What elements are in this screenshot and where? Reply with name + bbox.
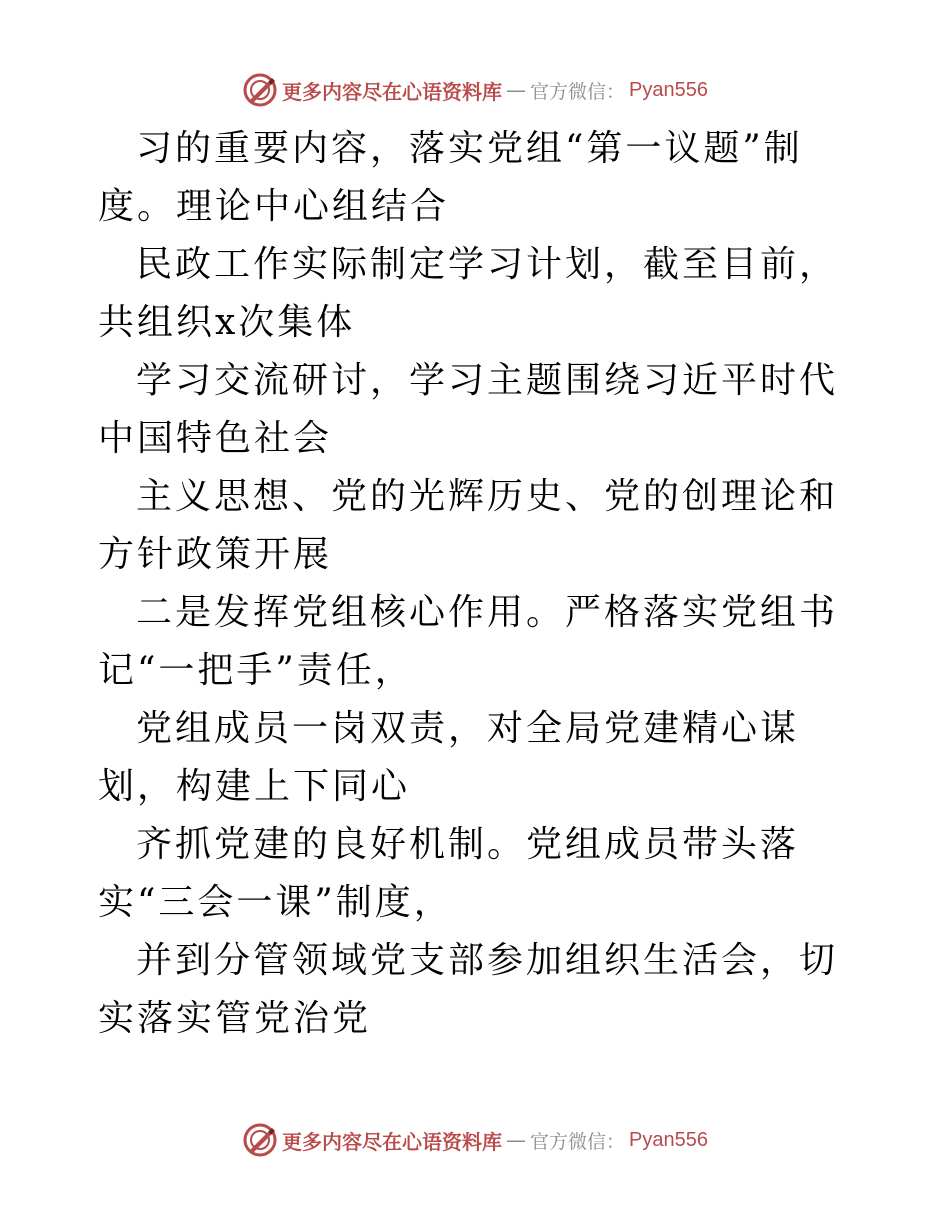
document-body — [98, 120, 852, 1048]
watermark-wechat-id: Pyan556 — [629, 1128, 708, 1151]
paragraph: 民政工作实际制定学习计划，截至目前，共组织x次集体 — [98, 244, 839, 343]
watermark-wechat-label: 官方微信： — [530, 1130, 626, 1153]
pen-logo-icon — [242, 1122, 278, 1158]
header-watermark — [0, 70, 950, 110]
watermark-wechat-id: Pyan556 — [629, 78, 708, 101]
paragraph: 习的重要内容，落实党组“第一议题”制度。理论中心组结合 — [98, 128, 803, 227]
pen-logo-icon — [242, 72, 278, 108]
paragraph: 并到分管领域党支部参加组织生活会，切实落实管党治党 — [98, 940, 839, 1039]
watermark-dash: — — [506, 78, 526, 102]
paragraph: 学习交流研讨，学习主题围绕习近平时代中国特色社会 — [98, 360, 839, 459]
paragraph: 齐抓党建的良好机制。党组成员带头落实“三会一课”制度， — [98, 824, 800, 923]
watermark-dash: — — [506, 1128, 526, 1152]
paragraph: 主义思想、党的光辉历史、党的创理论和方针政策开展 — [98, 476, 839, 575]
paragraph: 二是发挥党组核心作用。严格落实党组书记“一把手”责任， — [98, 592, 839, 691]
paragraph: 党组成员一岗双责，对全局党建精心谋划，构建上下同心 — [98, 708, 800, 807]
watermark-title: 更多内容尽在心语资料库 — [282, 1129, 502, 1154]
footer-watermark — [0, 1120, 950, 1160]
watermark-wechat-label: 官方微信： — [530, 80, 626, 103]
watermark-title: 更多内容尽在心语资料库 — [282, 79, 502, 104]
